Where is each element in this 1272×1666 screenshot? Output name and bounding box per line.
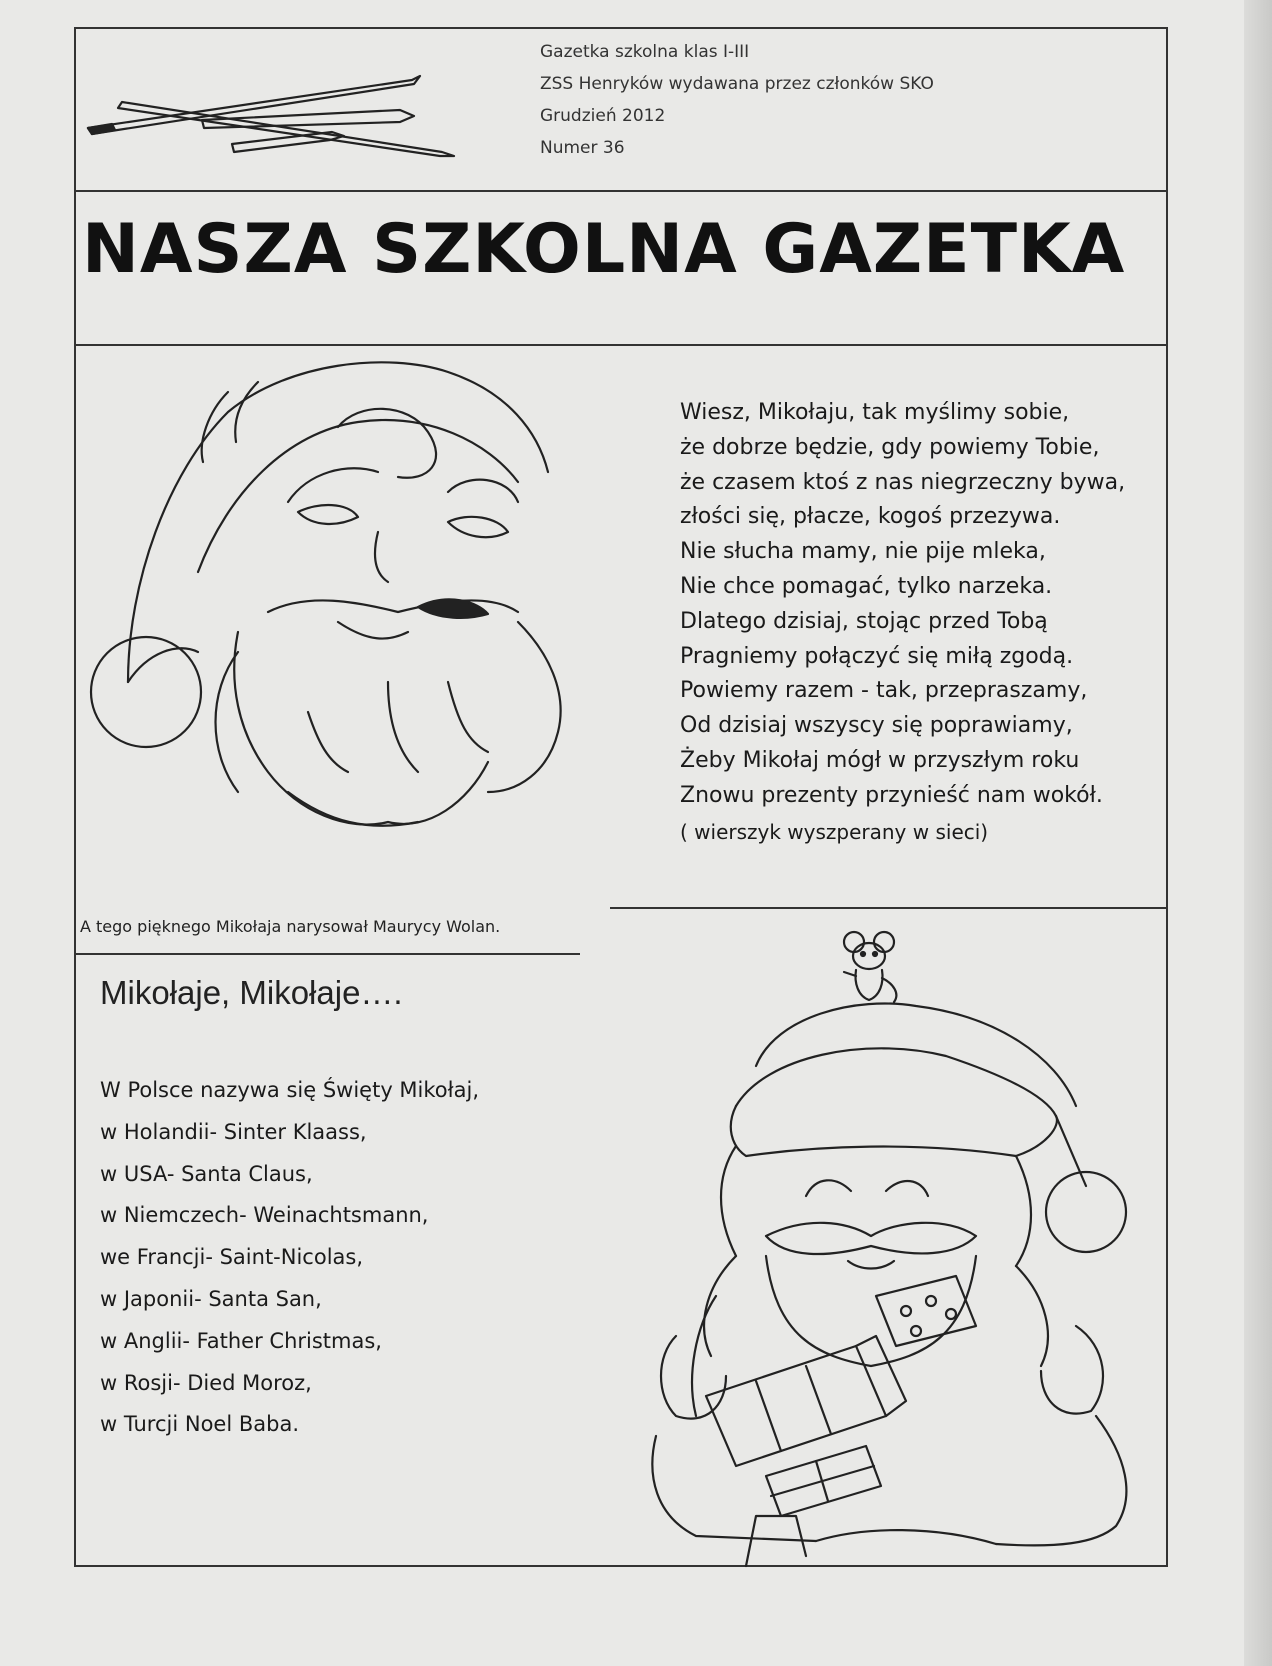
poem-source: ( wierszyk wyszperany w sieci) [680, 819, 989, 844]
list-item: we Francji- Saint-Nicolas, [100, 1245, 364, 1270]
poem-divider [610, 907, 1168, 909]
poem-line: Dlatego dzisiaj, stojąc przed Tobą [680, 608, 1048, 634]
poem-line: Nie chce pomagać, tylko narzeka. [680, 573, 1053, 599]
pencils-icon [82, 62, 462, 162]
list-item: w Turcji Noel Baba. [100, 1412, 299, 1437]
header-divider [74, 190, 1168, 192]
masthead-title: NASZA SZKOLNA GAZETKA [82, 210, 1126, 289]
header-line: ZSS Henryków wydawana przez członków SKO [540, 74, 934, 94]
poem-line: Znowu prezenty przynieść nam wokół. [680, 782, 1103, 808]
page-edge [1244, 0, 1272, 1666]
section-title: Mikołaje, Mikołaje…. [100, 974, 403, 1011]
header-line: Gazetka szkolna klas I-III [540, 42, 750, 62]
drawing-caption: A tego pięknego Mikołaja narysował Maurycy Wolan. [80, 917, 501, 936]
list-item: w Japonii- Santa San, [100, 1286, 322, 1311]
poem-line: że czasem ktoś z nas niegrzeczny bywa, [680, 469, 1126, 495]
list-item: w USA- Santa Claus, [100, 1161, 313, 1186]
santa-with-gifts-drawing [616, 996, 1176, 1556]
list-item: w Holandii- Sinter Klaass, [100, 1119, 367, 1144]
caption-divider [74, 953, 580, 955]
poem-line: Od dzisiaj wszyscy się poprawiamy, [680, 713, 1073, 739]
list-item: w Rosji- Died Moroz, [100, 1370, 312, 1395]
poem-line: Wiesz, Mikołaju, tak myślimy sobie, [680, 400, 1070, 425]
header-line: Numer 36 [540, 138, 625, 158]
list-item: W Polsce nazywa się Święty Mikołaj, [100, 1078, 479, 1102]
poem-block [680, 396, 1125, 844]
masthead-divider [74, 344, 1168, 346]
header-line: Grudzień 2012 [540, 106, 666, 126]
list-item: w Niemczech- Weinachtsmann, [100, 1203, 429, 1228]
poem-line: Żeby Mikołaj mógł w przyszłym roku [680, 747, 1080, 773]
poem-line: Pragniemy połączyć się miłą zgodą. [680, 643, 1074, 669]
santa-head-drawing [88, 352, 636, 892]
poem-line: Powiemy razem - tak, przepraszamy, [680, 678, 1088, 704]
header-info [540, 36, 934, 164]
poem-line: Nie słucha mamy, nie pije mleka, [680, 539, 1046, 565]
poem-line: że dobrze będzie, gdy powiemy Tobie, [680, 434, 1100, 460]
poem-line: złości się, płacze, kogoś przezywa. [680, 504, 1061, 530]
santa-names-list [100, 1070, 479, 1446]
list-item: w Anglii- Father Christmas, [100, 1328, 382, 1353]
